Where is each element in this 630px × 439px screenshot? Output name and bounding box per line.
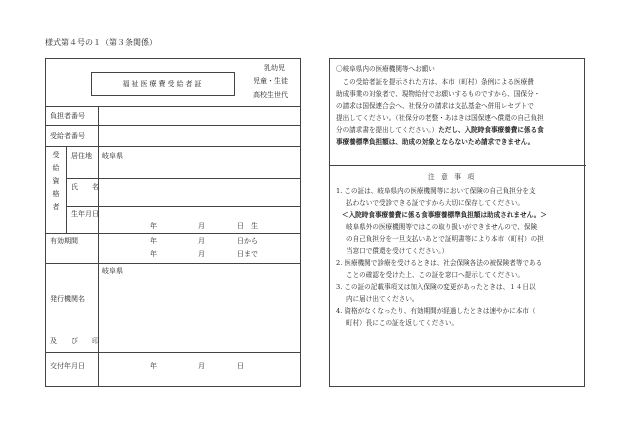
- caution-item: 当窓口で償還を受けてください。）: [346, 247, 449, 255]
- validity-from-day: 日から: [237, 237, 258, 245]
- recipient-number-label: 受給者番号: [50, 132, 85, 140]
- issue-date-day: 日: [237, 362, 244, 370]
- notice-bold-tail: ただし、入院時食事療養費に係る食: [438, 126, 544, 134]
- caution-item: の自己負担分を一旦支払いあとで証明書等により本市（町村）の担: [346, 235, 544, 243]
- category-infant: 乳幼児: [264, 64, 285, 72]
- caution-heading: 注 意 事 項: [428, 173, 475, 181]
- validity-to-day: 日まで: [237, 250, 258, 258]
- address-label: 居住地: [71, 152, 92, 160]
- certificate-front-panel: [45, 58, 301, 387]
- notice-heading: 〇岐阜県内の医療機関等へお願い: [336, 65, 435, 73]
- seal-label: 及 び 印: [50, 337, 99, 345]
- caution-item: ことの確認を受けた上、この証を窓口へ提示してください。: [346, 271, 525, 279]
- caution-item: 内に届け出てください。: [346, 295, 419, 303]
- caution-list: [336, 185, 582, 329]
- dob-year: 年: [150, 222, 157, 230]
- caution-item: 払わないで受診できる証ですから大切に保存してください。: [346, 199, 525, 207]
- validity-to-month: 月: [198, 250, 205, 258]
- caution-item: 1. この証は、岐阜県内の医療機関等において保険の自己負担分を支: [336, 187, 536, 195]
- issuer-value: 岐阜県: [102, 267, 123, 275]
- issue-date-label: 交付年月日: [50, 362, 85, 370]
- notice-bold-line: 事療養標準負担額は、助成の対象とならないため請求できません。: [336, 138, 535, 146]
- issue-date-year: 年: [150, 362, 157, 370]
- caution-item: 3. この証の記載事項又は加入保険の変更があったときは、１４日以: [336, 283, 536, 291]
- certificate-title: 福祉医療費受給者証: [122, 80, 204, 88]
- caution-item: 2. 医療機関で診療を受けるときは、社会保険各法の被保険者等である: [336, 259, 543, 267]
- caution-item: 町村）長にこの証を返してください。: [346, 319, 459, 327]
- notice-body: [336, 76, 582, 148]
- burden-number-label: 負担者番号: [50, 112, 85, 120]
- form-id-label: 様式第４号の１（第３条関係）: [45, 38, 157, 47]
- issuer-label: 発行機関名: [50, 295, 85, 303]
- dob-label: 生年月日: [71, 210, 99, 218]
- caution-item: ＜入院時食事療養費に係る食事療養標準負担額は助成されません。＞: [342, 211, 547, 219]
- issue-date-month: 月: [198, 362, 205, 370]
- section-divider: [330, 165, 586, 166]
- certificate-back-panel: [329, 58, 585, 387]
- notice-line: の請求は国保連合会へ、社保分の請求は支払基金へ併用レセプトで: [336, 102, 534, 110]
- validity-to-year: 年: [150, 250, 157, 258]
- name-label: 氏 名: [71, 183, 99, 191]
- address-value: 岐阜県: [102, 152, 123, 160]
- notice-line: 提出してください。（社保分の老整・あはきは国保連へ償還の自己負担: [336, 114, 544, 122]
- caution-item: 4. 資格がなくなったり、有効期間が経過したときは速やかに本市（: [336, 307, 536, 315]
- validity-from-year: 年: [150, 237, 157, 245]
- validity-from-month: 月: [198, 237, 205, 245]
- notice-line: 助成事業の対象者で、現物給付でお願いするものですから、国保分・: [336, 90, 541, 98]
- recipient-group-label: 受給資格者: [52, 151, 60, 211]
- dob-month: 月: [198, 222, 205, 230]
- dob-day: 日 生: [237, 222, 258, 230]
- notice-line: 分の請求書を提出してください。）ただし、入院時食事療養費に係る食: [336, 126, 544, 134]
- certificate-title-box: [91, 72, 235, 96]
- category-child-student: 児童・生徒: [253, 77, 288, 85]
- category-high-school: 高校生世代: [253, 91, 288, 99]
- notice-line: この受給者証を提示された方は、本市（町村）条例による医療費: [336, 78, 534, 86]
- validity-label: 有効期間: [50, 237, 78, 245]
- caution-item: 岐阜県外の医療機関等ではこの取り扱いができませんので、保険: [346, 223, 538, 231]
